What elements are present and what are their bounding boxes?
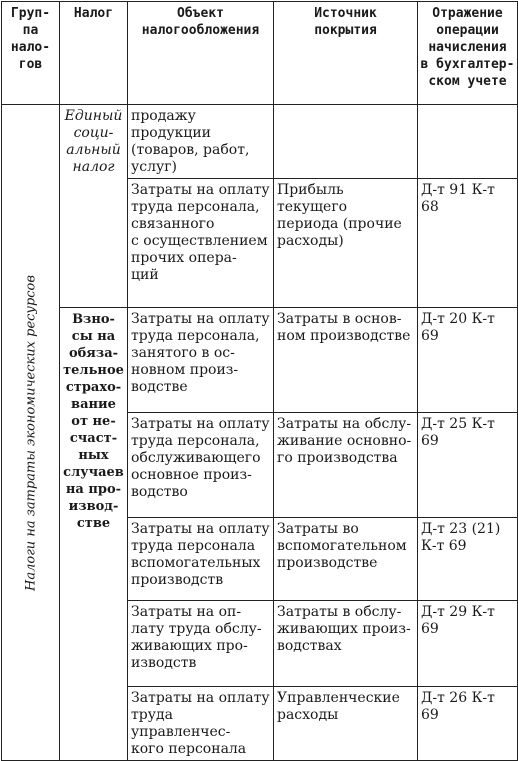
object-cell: продажу продукции (товаров, работ, услуг) xyxy=(128,105,274,179)
tax-cell-esn: Единый соци- альный налог xyxy=(60,105,128,308)
object-cell: Затраты на оплату труда персонала, связанного с осуществлением прочих опера- ций xyxy=(128,179,274,308)
tax-table xyxy=(1,1,518,761)
source-cell xyxy=(274,105,418,179)
header-source: Источник покрытия xyxy=(274,2,418,105)
reflection-cell: Д-т 29 К-т 69 xyxy=(418,601,518,687)
object-cell: Затраты на оплату труда управленчес- кого персонала xyxy=(128,687,274,761)
table-row xyxy=(2,308,518,413)
reflection-cell: Д-т 20 К-т 69 xyxy=(418,308,518,413)
source-cell: Затраты в основ- ном производстве xyxy=(274,308,418,413)
source-cell: Затраты на обслу- живание основно- го производства xyxy=(274,413,418,518)
reflection-cell: Д-т 26 К-т 69 xyxy=(418,687,518,761)
object-cell: Затраты на оп- лату труда обслу- живающих про- изводств xyxy=(128,601,274,687)
header-group: Груп- па нало- гов xyxy=(2,2,60,105)
group-label: Налоги на затраты экономических ресурсов xyxy=(23,274,38,591)
source-cell: Затраты в обслу- живающих произ- водствах xyxy=(274,601,418,687)
reflection-cell xyxy=(418,105,518,179)
object-cell: Затраты на оплату труда персонала, занятого в ос- новном произ- водстве xyxy=(128,308,274,413)
reflection-cell: Д-т 23 (21) К-т 69 xyxy=(418,518,518,601)
header-reflection: Отражение операции начисления в бухгалтер- ском учете xyxy=(418,2,518,105)
table-row xyxy=(2,105,518,179)
header-row xyxy=(2,2,518,105)
source-cell: Затраты во вспомогательном производстве xyxy=(274,518,418,601)
source-cell: Управленческие расходы xyxy=(274,687,418,761)
header-tax: Налог xyxy=(60,2,128,105)
object-cell: Затраты на оплату труда персонала, обслуживающего основное произ- водство xyxy=(128,413,274,518)
header-object: Объект налогообложения xyxy=(128,2,274,105)
source-cell: Прибыль текущего периода (прочие расходы) xyxy=(274,179,418,308)
reflection-cell: Д-т 91 К-т 68 xyxy=(418,179,518,308)
group-cell xyxy=(2,105,60,761)
object-cell: Затраты на оплату труда персонала вспомогательных производств xyxy=(128,518,274,601)
tax-cell-insurance: Взно- сы на обяза- тельное страхо- вание от не- счаст- ных случаев на про- извод- стве xyxy=(60,308,128,761)
reflection-cell: Д-т 25 К-т 69 xyxy=(418,413,518,518)
